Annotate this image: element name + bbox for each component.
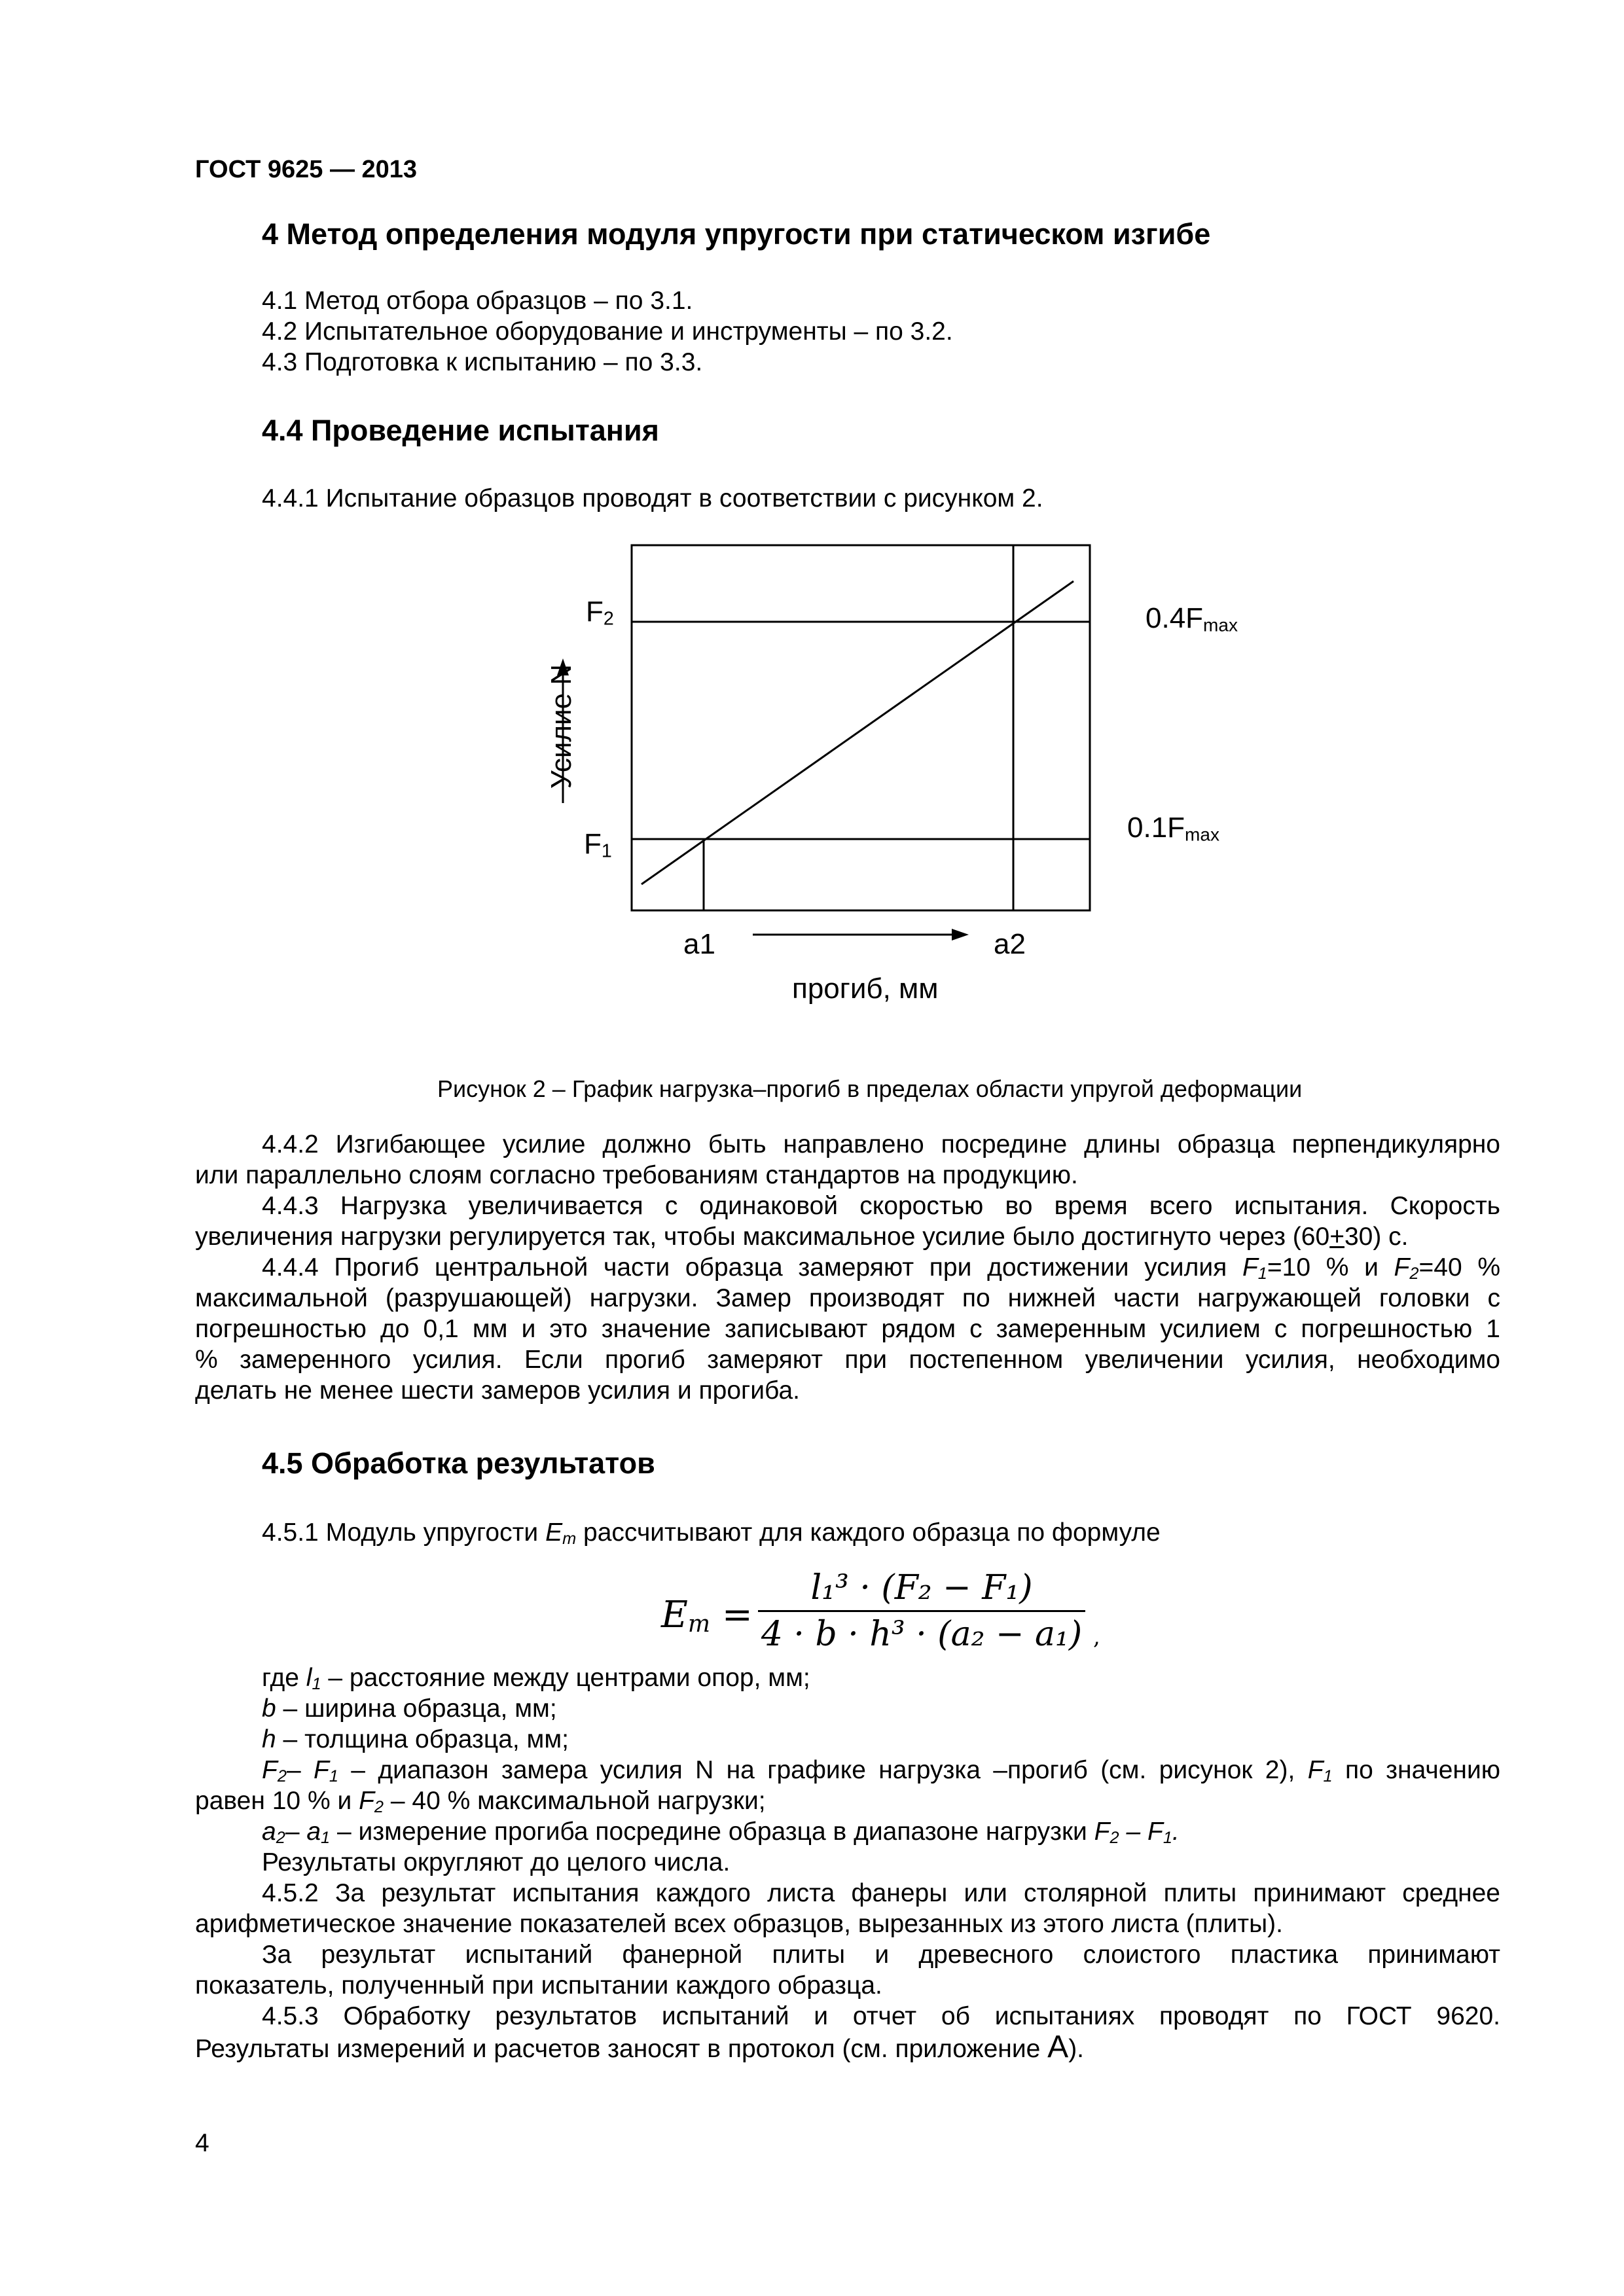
paragraph-4-4-2-line-2: или параллельно слоям согласно требованиям стандартов на продукцию. xyxy=(195,1161,1078,1189)
f2-label: $F_2$ xyxy=(586,596,614,630)
where-f-line-2: равен 10 % и $F_2 - 40$ % максимальной нагрузки; xyxy=(195,1787,766,1817)
where-b: b – ширина образца, мм; xyxy=(262,1695,557,1723)
paragraph-4-4-4-line-5: делать не менее шести замеров усилия и прогиба. xyxy=(195,1376,800,1405)
modulus-formula xyxy=(661,1568,1119,1666)
paragraph-4-4-3-line-1: 4.4.3 Нагрузка увеличивается с одинаковой скоростью во время всего испытания. Скорость xyxy=(262,1192,1500,1220)
paragraph-4-5-1: 4.5.1 Модуль упругости $E_m$ рассчитывают для каждого образца по формуле xyxy=(262,1518,1161,1549)
item-4-2: 4.2 Испытательное оборудование и инструменты – по 3.2. xyxy=(262,317,953,346)
paragraph-4-4-4-line-4: % замеренного усилия. Если прогиб замеряют при постепенном увеличении усилия, необходимо xyxy=(195,1346,1500,1374)
where-h: h – толщина образца, мм; xyxy=(262,1725,569,1753)
formula-lhs: $E_m$ = xyxy=(661,1594,753,1638)
paragraph-4-4-2-line-1: 4.4.2 Изгибающее усилие должно быть направлено посредине длины образца перпендикулярно xyxy=(262,1130,1500,1158)
formula-comma: , xyxy=(1093,1624,1100,1650)
where-l1: где $l_1$ – расстояние между центрами опор, мм; xyxy=(262,1664,810,1694)
f1-label: $F_1$ xyxy=(584,828,612,862)
graph-frame xyxy=(632,545,1090,910)
paragraph-4-4-4-line-2: максимальной (разрушающей) нагрузки. Замер производят по нижней части нагружающей головки с xyxy=(195,1284,1500,1312)
paragraph-4-4-4-line-3: погрешностью до 0,1 мм и это значение записывают рядом с замеренным усилием с погрешностью 1 xyxy=(195,1315,1500,1343)
paragraph-4-5-2-cont-line-1: За результат испытаний фанерной плиты и древесного слоистого пластика принимают xyxy=(262,1941,1500,1969)
section-4-title: 4 Метод определения модуля упругости при статическом изгибе xyxy=(262,217,1211,251)
paragraph-4-4-4-line-1: 4.4.4 Прогиб центральной части образца замеряют при достижении усилия $F_1=10$ % и $F_2=40$ % xyxy=(262,1253,1501,1283)
document-header: ГОСТ 9625 — 2013 xyxy=(195,156,418,183)
fmax-04-label: $0.4F_{max}$ xyxy=(1146,602,1238,636)
page-number: 4 xyxy=(195,2129,209,2157)
a2-label: a2 xyxy=(994,928,1026,960)
paragraph-4-5-3-line-2: Результаты измерений и расчетов заносят в протокол (см. приложение А). xyxy=(195,2030,1085,2064)
rounding-note: Результаты округляют до целого числа. xyxy=(262,1848,731,1876)
section-4-4-title: 4.4 Проведение испытания xyxy=(262,414,659,447)
x-axis-label: прогиб, мм xyxy=(792,973,939,1005)
paragraph-4-4-3-line-2: увеличения нагрузки регулируется так, чтобы максимальное усилие было достигнуто через (60+30) с. xyxy=(195,1223,1409,1251)
y-axis-label: Усилие N xyxy=(545,664,577,789)
section-4-5-title: 4.5 Обработка результатов xyxy=(262,1446,655,1480)
paragraph-4-4-1: 4.4.1 Испытание образцов проводят в соответствии с рисунком 2. xyxy=(262,484,1043,512)
fmax-01-label: $0.1F_{max}$ xyxy=(1127,812,1219,845)
item-4-3: 4.3 Подготовка к испытанию – по 3.3. xyxy=(262,348,703,376)
figure-2-graph xyxy=(0,0,1624,1113)
x-arrow-head xyxy=(952,929,969,941)
where-a: $a_2-$ $a_1$ – измерение прогиба посредине образца в диапазоне нагрузки $F_2 - F_1$. xyxy=(262,1818,1180,1848)
item-4-1: 4.1 Метод отбора образцов – по 3.1. xyxy=(262,287,693,315)
formula-fraction-bar xyxy=(758,1610,1085,1612)
formula-numerator: l₁³ · (F₂ − F₁) xyxy=(810,1568,1033,1607)
a1-label: a1 xyxy=(683,928,715,960)
figure-2-caption: Рисунок 2 – График нагрузка–прогиб в пределах области упругой деформации xyxy=(437,1075,1303,1102)
where-f-line-1: $F_2-$ $F_1$ – диапазон замера усилия N на графике нагрузка –прогиб (см. рисунок 2), $F_1$ по значению xyxy=(262,1756,1500,1786)
paragraph-4-5-3-line-1: 4.5.3 Обработку результатов испытаний и отчет об испытаниях проводят по ГОСТ 9620. xyxy=(262,2002,1500,2030)
paragraph-4-5-2-line-2: арифметическое значение показателей всех образцов, вырезанных из этого листа (плиты). xyxy=(195,1910,1283,1938)
paragraph-4-5-2-cont-line-2: показатель, полученный при испытании каждого образца. xyxy=(195,1971,882,2000)
formula-denominator: 4 · b · h³ · (a₂ − a₁) xyxy=(761,1615,1083,1654)
paragraph-4-5-2-line-1: 4.5.2 За результат испытания каждого листа фанеры или столярной плиты принимают среднее xyxy=(262,1879,1500,1907)
